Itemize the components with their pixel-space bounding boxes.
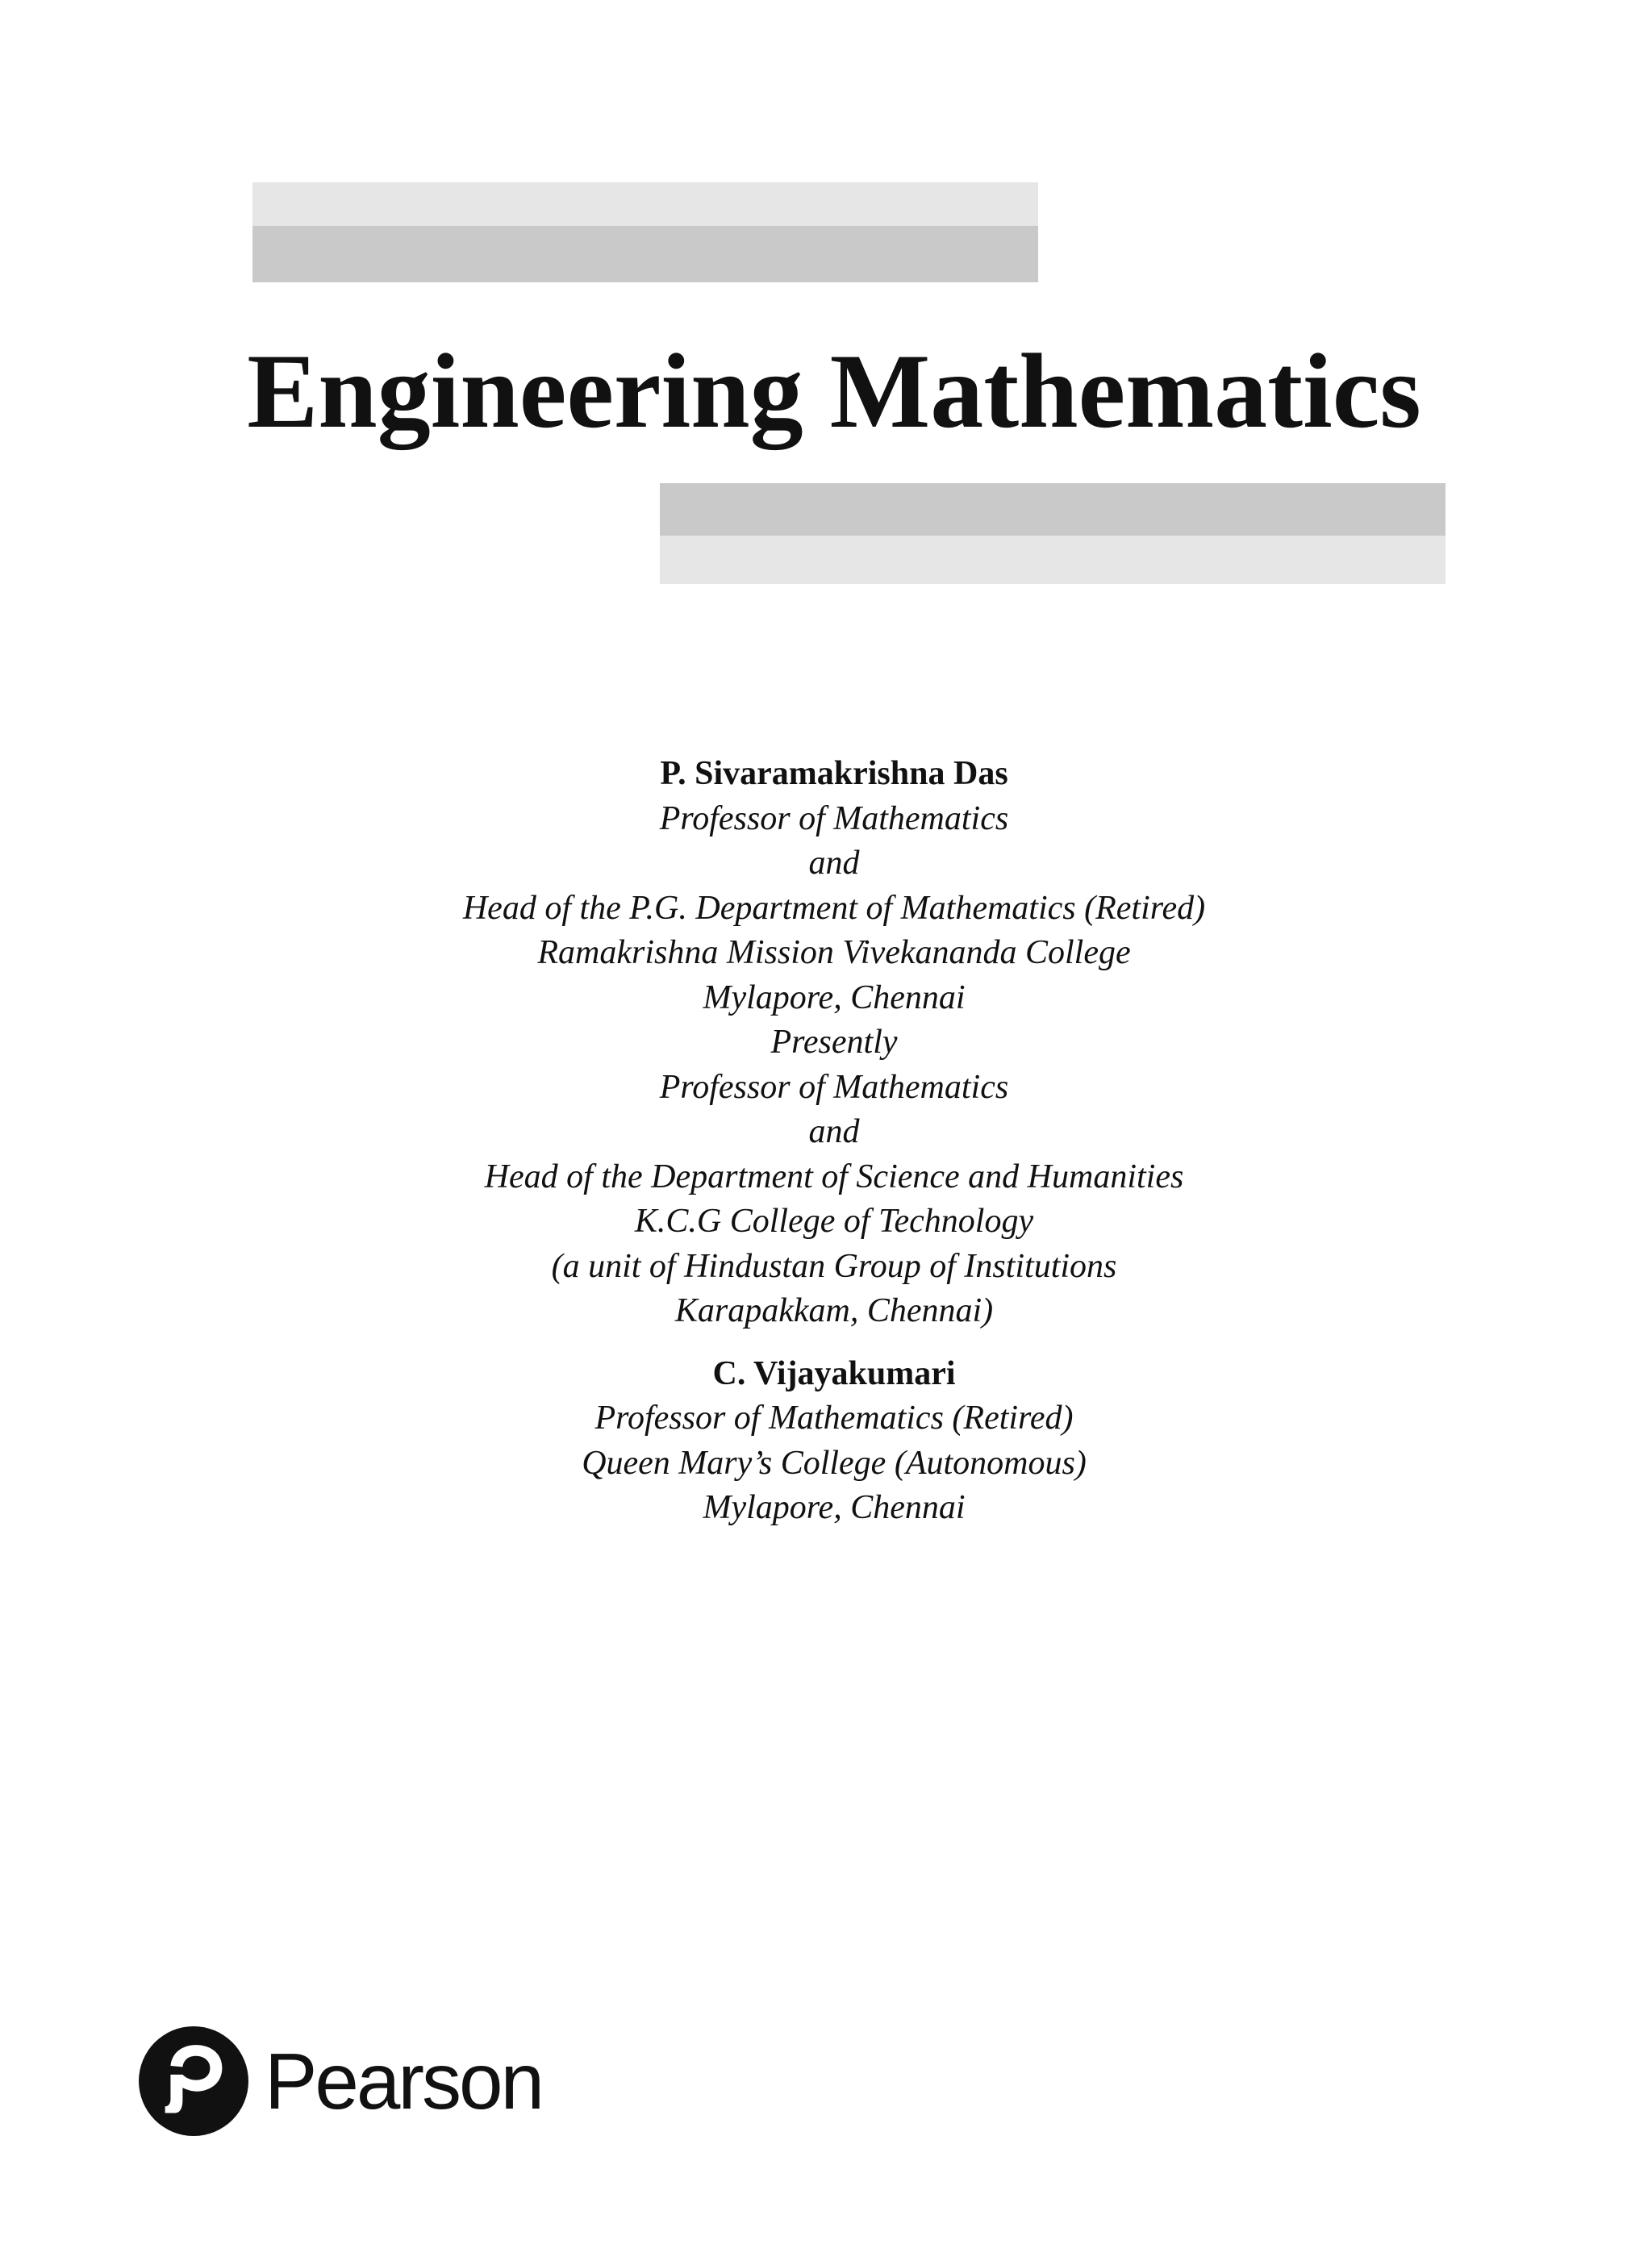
author-list	[0, 752, 1652, 1531]
author-affiliation-line: Head of the P.G. Department of Mathematics (Retired)	[462, 889, 1206, 927]
pearson-p-logo-icon	[139, 2026, 248, 2136]
author-affiliation-line: Professor of Mathematics	[659, 1068, 1009, 1106]
author-affiliation-line: Mylapore, Chennai	[703, 978, 966, 1016]
decorative-band-bottom-light	[660, 536, 1446, 584]
author-affiliation-line: and	[808, 845, 860, 882]
author-affiliation-line: Professor of Mathematics	[659, 799, 1009, 837]
publisher-logo	[139, 2026, 542, 2136]
decorative-band-bottom-dark	[660, 483, 1446, 536]
author-affiliation-line: Presently	[770, 1024, 898, 1061]
author-name: C. Vijayakumari	[712, 1354, 956, 1392]
author-affiliation-line: Queen Mary’s College (Autonomous)	[582, 1444, 1087, 1482]
author-affiliation-line: K.C.G College of Technology	[634, 1203, 1034, 1240]
author-block	[0, 1352, 1652, 1531]
author-affiliation-line: Ramakrishna Mission Vivekananda College	[537, 934, 1131, 971]
decorative-band-top-light	[252, 182, 1038, 226]
author-affiliation-line: and	[808, 1113, 860, 1150]
publisher-name: Pearson	[265, 2037, 543, 2126]
decorative-band-top-dark	[252, 226, 1038, 282]
author-block	[0, 752, 1652, 1334]
author-name: P. Sivaramakrishna Das	[660, 755, 1008, 792]
author-affiliation-line: Mylapore, Chennai	[703, 1489, 966, 1526]
author-affiliation-line: (a unit of Hindustan Group of Institutions	[551, 1247, 1117, 1285]
author-affiliation-line: Head of the Department of Science and Humanities	[484, 1158, 1184, 1195]
author-affiliation-line: Karapakkam, Chennai)	[674, 1292, 994, 1329]
book-title: Engineering Mathematics	[247, 332, 1421, 450]
author-affiliation-line: Professor of Mathematics (Retired)	[594, 1400, 1074, 1437]
